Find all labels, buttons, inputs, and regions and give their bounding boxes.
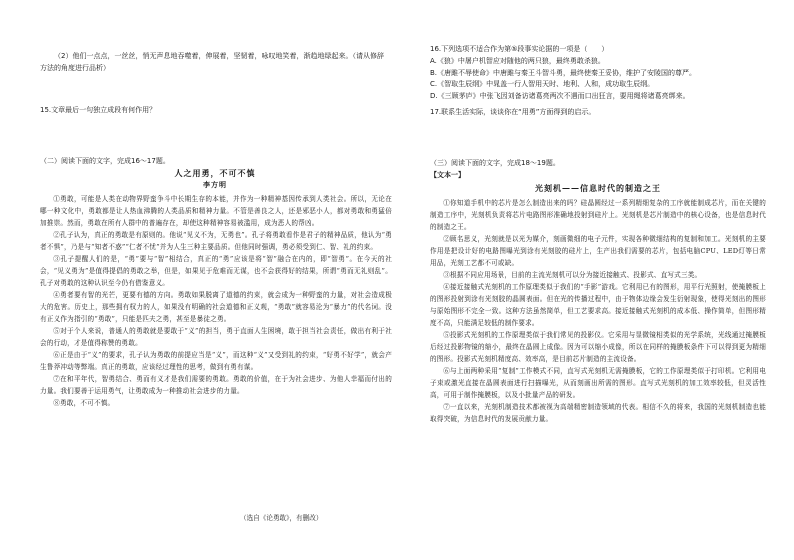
paragraph: ①你知道手机中的芯片是怎么制造出来的吗？硅晶圆经过一系列精细复杂的工序就能制成芯片，而在关键的制造工序中，光刻机负责将芯片电路图形准确地投射到硅片上。光刻机是芯片制造中的核心设备，也是信息时代的制造之王。 xyxy=(430,199,766,231)
paragraph: ②孔子认为，真正的勇敢是有原则的。他说“见义不为，无勇也”。孔子将勇敢看作是君子的精神品质，他认为“勇者不惧”，乃是与“知者不惑”“仁者不忧”并为人生三种主要品质。但他同时强调，勇必须受到仁、智、礼的约束。 xyxy=(40,231,392,251)
text-label: 【文本一】 xyxy=(430,171,465,179)
option-a: A.《狼》中屠户机智应对随他的两只狼，最终勇敢杀狼。 xyxy=(430,57,605,65)
paragraph: ⑤对于个人来说，普通人的勇敢就是要敢于“义”的担当，勇于直面人生困境，敢于担当社会责任，做出有利于社会的行动，才是值得称赞的勇敢。 xyxy=(40,327,392,347)
paragraph: ③根据不同应用场景，目前的主流光刻机可以分为接近接触式、投影式、直写式三类。 xyxy=(443,271,702,279)
option-b: B.《唐雎不辱使命》中唐雎与秦王斗智斗勇，最终使秦王妥协，维护了安陵国的尊严。 xyxy=(430,68,697,77)
article-body xyxy=(430,197,766,425)
paragraph: ⑥与上面两种采用“复制”工作模式不同，直写式光刻机无需掩膜板，它的工作原理类似于打印机。它利用电子束或激光直接在晶圆表面进行扫描曝光，从而刻画出所需的图形。直写式光刻机的加工效率较低，但灵活性高，可用于制作掩膜板，以及小批量产品的研发。 xyxy=(430,367,766,399)
article-body xyxy=(40,193,392,409)
paragraph: ⑦在和平年代，智勇结合、勇而有义才是我们需要的勇敢。勇敢的价值，在于为社会进步、为他人幸福而付出的力量。我们要善于运用勇气，让勇敢成为一种推动社会进步的力量。 xyxy=(40,375,392,395)
article-author: 李方明 xyxy=(203,180,227,189)
question-15: 15.文章最后一句独立成段有何作用？ xyxy=(40,106,157,114)
paragraph: ⑤投影式光刻机的工作原理类似于我们常见的投影仪。它采用与显微镜相类似的光学系统，光线通过掩膜板后经过投影物镜的缩小，最终在晶圆上成像。因为可以缩小成像，所以在同样的掩膜板条件下可以得到更为精细的图形。投影式光刻机精度高、效率高，是目前芯片制造的主流设备。 xyxy=(430,331,766,363)
question-17: 17.联系生活实际，谈谈你在“用勇”方面得到的启示。 xyxy=(430,108,596,116)
paragraph: ③孔子提醒人们的是，“勇”要与“智”相结合，真正的“勇”应该是将“智”融合在内的，即“智勇”。在今天的社会，“见义勇为”是值得提倡的勇敢之举，但是，如果见于危难而无谋，也不会获得好的结果，所谓“勇而无礼则乱”。孔子对勇敢的这种认识至今仍有借鉴意义。 xyxy=(40,255,392,287)
section-3-header: （三）阅读下面的文字，完成18～19题。 xyxy=(430,159,560,167)
article-title: 光刻机——信息时代的制造之王 xyxy=(535,183,661,193)
paragraph: ⑧勇敢，不可不慎。 xyxy=(53,399,115,407)
article-source: （选自《论勇敢》，有删改） xyxy=(240,514,323,522)
question-14-part-2: （2）他们一点点，一丝丝，悄无声息地吞噬着，伸展着，坚韧着，咏叹地笑着，渐趋地绿起来。（请从修辞方法的角度进行品析） xyxy=(40,52,384,72)
paragraph: ⑦一直以来，光刻机制造技术都被视为高端精密制造领域的代表。相信不久的将来，我国的光刻机制造也能取得突破，为信息时代的发展贡献力量。 xyxy=(430,403,766,423)
paragraph: ①勇敢，可能是人类在动物界野蛮争斗中长期生存的本能，并作为一种精神基因传承到人类社会。所以，无论在哪一种文化中，勇敢都是让人热血沸腾的人类品质和精神力量。不管是善良之人，还是邪恶小人，都对勇敢和勇猛倍加推崇。然而，勇敢在所有人群中的普遍存在，却使这种精神容易被滥用，成为恶人的帮凶。 xyxy=(40,195,392,227)
paragraph: ②顾名思义，光刻就是以光为媒介，刻画微细的电子元件，实现各种微细结构的复制和加工。光刻机的主要作用是把设计好的电路图曝光到涂有光刻胶的硅片上，生产出我们需要的芯片，包括电脑CPU、LED灯等日常用品，光刻工艺都不可或缺。 xyxy=(430,235,766,267)
option-c: C.《智取生辰纲》中晁盖一行人智用天时、地利、人和，成功取生辰纲。 xyxy=(430,80,655,88)
paragraph: ④接近接触式光刻机的工作原理类似于我们的“手影”游戏。它利用已有的图形，用平行光照射，使掩膜板上的图形投射到涂有光刻胶的晶圆表面。但在光的传播过程中，由于物体边缘会发生衍射现象，使得光刻出的图形与原始图形不完全一致。这种方法虽然简单，但工艺要求高。接近接触式光刻机的成本低、操作简单，但图形精度不高，只能满足较低的制作要求。 xyxy=(430,283,766,327)
paragraph: ⑥正是由于“义”的要求，孔子认为勇敢的前提应当是“义”，而这种“义”又受到礼的约束，“好勇不好学”，就会产生鲁莽冲动等弊端。真正的勇敢，应该经过理性的思考，做到有勇有谋。 xyxy=(40,351,392,371)
option-d: D.《三顾茅庐》中张飞因刘备访诸葛亮两次不遇而口出狂言，要用绳将诸葛亮绑来。 xyxy=(430,91,690,100)
section-2-header: （二）阅读下面的文字，完成16～17题。 xyxy=(40,157,170,165)
article-title: 人之用勇，不可不慎 xyxy=(174,168,256,178)
question-16: 16.下列选项不适合作为第⑤段事实论据的一项是（ ） xyxy=(430,45,609,53)
question-16-options xyxy=(430,56,766,102)
paragraph: ④勇者要有智的光芒，更要有德的方向。勇敢如果脱离了道德的约束，就会成为一种野蛮的力量，对社会造成极大的危害。历史上，那些拥有权力的人，如果没有明确的社会道德和正义观，“勇敢”就容易沦为“暴力”的代名词。没有正义作为指引的“勇敢”，只能是匹夫之勇，甚至是暴徒之勇。 xyxy=(40,291,392,323)
